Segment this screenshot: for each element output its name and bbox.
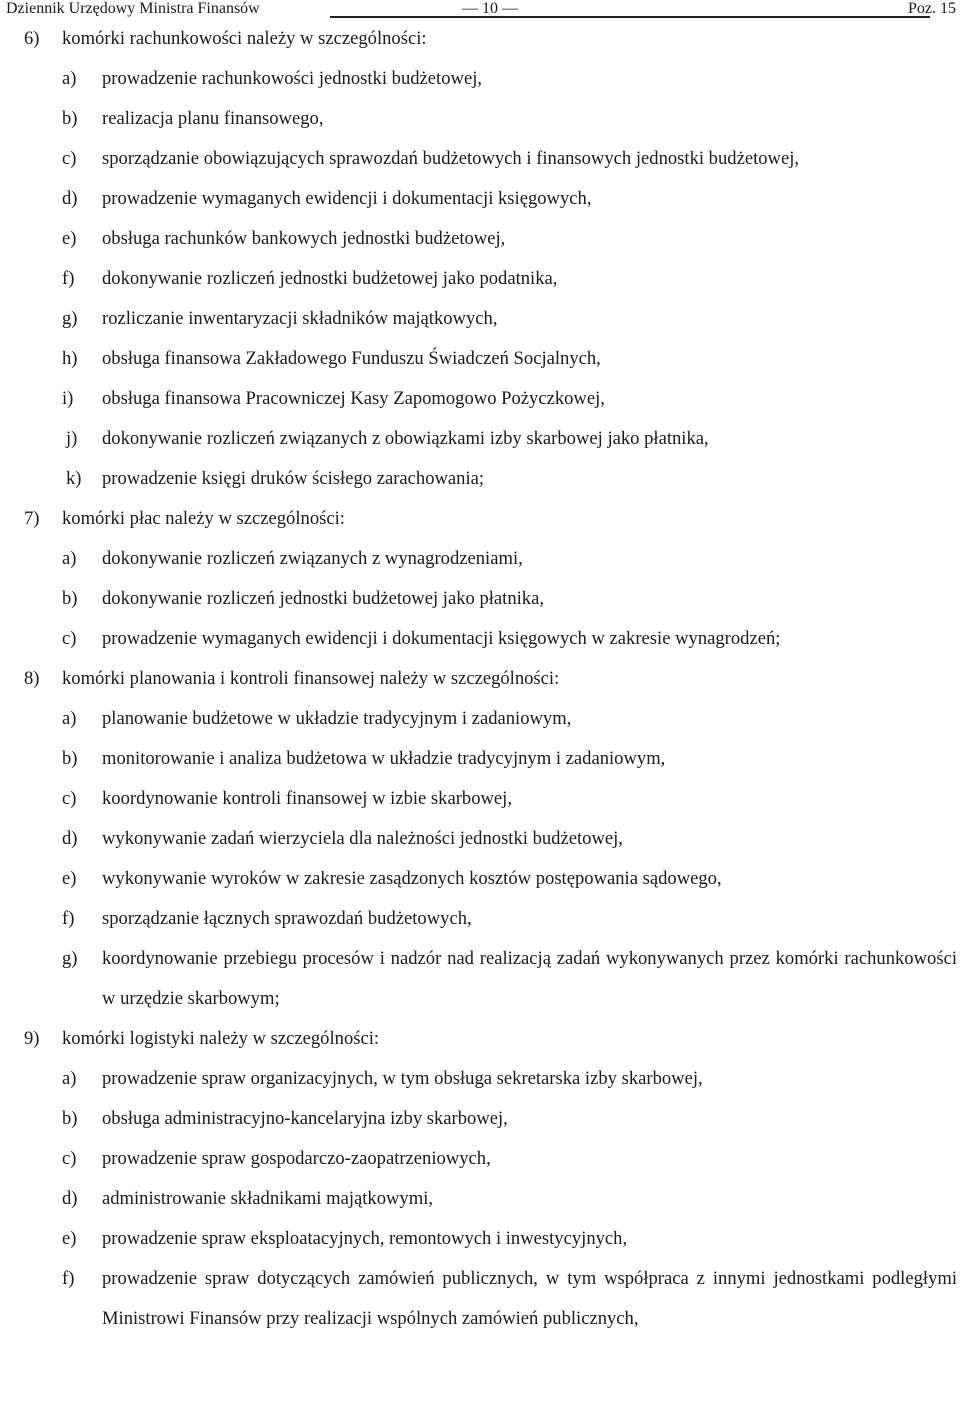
- item-letter: h): [62, 348, 78, 369]
- item-letter: c): [62, 148, 77, 169]
- position-number: Poz. 15: [908, 0, 956, 17]
- section-title: komórki planowania i kontroli finansowej należy w szczególności:: [62, 668, 560, 689]
- section-number: 6): [24, 28, 40, 49]
- item-text: obsługa finansowa Pracowniczej Kasy Zapomogowo Pożyczkowej,: [102, 388, 605, 409]
- list-item: [0, 539, 960, 579]
- item-letter: b): [62, 588, 78, 609]
- item-text: obsługa rachunków bankowych jednostki budżetowej,: [102, 228, 506, 249]
- list-item: [0, 1099, 960, 1139]
- list-item: [0, 859, 960, 899]
- list-item: [0, 259, 960, 299]
- item-letter: d): [62, 1188, 78, 1209]
- section-7: [0, 499, 960, 659]
- item-letter: a): [62, 708, 77, 729]
- list-item: [0, 59, 960, 99]
- item-letter: f): [62, 908, 75, 929]
- section-number: 9): [24, 1028, 40, 1049]
- section-number: 7): [24, 508, 40, 529]
- item-text: prowadzenie spraw organizacyjnych, w tym obsługa sekretarska izby skarbowej,: [102, 1068, 703, 1089]
- list-item: [0, 579, 960, 619]
- item-letter: i): [62, 388, 74, 409]
- item-text: wykonywanie wyroków w zakresie zasądzonych kosztów postępowania sądowego,: [102, 868, 722, 889]
- list-item: [0, 1219, 960, 1259]
- list-item: [0, 139, 960, 179]
- item-letter: c): [62, 1148, 77, 1169]
- section-title: komórki logistyki należy w szczególności:: [62, 1028, 380, 1049]
- item-text: sporządzanie obowiązujących sprawozdań budżetowych i finansowych jednostki budżetowej,: [102, 148, 800, 169]
- item-text: prowadzenie wymaganych ewidencji i dokumentacji księgowych,: [102, 188, 592, 209]
- item-letter: c): [62, 788, 77, 809]
- list-item: [0, 1139, 960, 1179]
- item-letter: d): [62, 188, 78, 209]
- item-text: dokonywanie rozliczeń związanych z wynagrodzeniami,: [102, 548, 523, 569]
- list-item: [0, 739, 960, 779]
- list-item: [0, 419, 960, 459]
- item-text: rozliczanie inwentaryzacji składników majątkowych,: [102, 308, 498, 329]
- section-6: [0, 19, 960, 499]
- item-letter: e): [62, 868, 77, 889]
- item-text: prowadzenie księgi druków ścisłego zarachowania;: [102, 468, 485, 489]
- item-letter: c): [62, 628, 77, 649]
- item-letter: a): [62, 548, 77, 569]
- item-text: administrowanie składnikami majątkowymi,: [102, 1188, 434, 1209]
- item-letter: g): [62, 308, 78, 329]
- item-text: sporządzanie łącznych sprawozdań budżetowych,: [102, 908, 472, 929]
- list-item: [0, 1179, 960, 1219]
- list-item: [0, 939, 960, 1019]
- item-letter: b): [62, 1108, 78, 1129]
- item-text: dokonywanie rozliczeń związanych z obowiązkami izby skarbowej jako płatnika,: [102, 428, 709, 449]
- list-item: [0, 899, 960, 939]
- section-heading: [0, 19, 960, 59]
- header-rule: [330, 16, 930, 18]
- item-text: dokonywanie rozliczeń jednostki budżetowej jako płatnika,: [102, 588, 544, 609]
- item-text: planowanie budżetowe w układzie tradycyjnym i zadaniowym,: [102, 708, 572, 729]
- section-number: 8): [24, 668, 40, 689]
- section-title: komórki płac należy w szczególności:: [62, 508, 345, 529]
- item-letter: d): [62, 828, 78, 849]
- item-letter: f): [62, 268, 75, 289]
- list-item: [0, 299, 960, 339]
- document-body: [0, 19, 960, 1339]
- item-text: prowadzenie rachunkowości jednostki budżetowej,: [102, 68, 483, 89]
- item-text: monitorowanie i analiza budżetowa w układzie tradycyjnym i zadaniowym,: [102, 748, 666, 769]
- item-letter: f): [62, 1268, 75, 1289]
- item-text: obsługa finansowa Zakładowego Funduszu Świadczeń Socjalnych,: [102, 348, 601, 369]
- section-9: [0, 1019, 960, 1339]
- item-text: wykonywanie zadań wierzyciela dla należności jednostki budżetowej,: [102, 828, 623, 849]
- list-item: [0, 1059, 960, 1099]
- item-letter: k): [66, 468, 82, 489]
- section-title: komórki rachunkowości należy w szczególności:: [62, 28, 427, 49]
- list-item: [0, 619, 960, 659]
- item-letter: b): [62, 748, 78, 769]
- list-item: [0, 379, 960, 419]
- item-text: prowadzenie spraw eksploatacyjnych, remontowych i inwestycyjnych,: [102, 1228, 628, 1249]
- item-text: koordynowanie przebiegu procesów i nadzór nad realizacją zadań wykonywanych przez komórki rachunkowości w urzędzie skarbowym;: [102, 948, 957, 1009]
- item-letter: a): [62, 68, 77, 89]
- section-8: [0, 659, 960, 1019]
- list-item: [0, 219, 960, 259]
- item-letter: j): [66, 428, 78, 449]
- item-text: obsługa administracyjno-kancelaryjna izby skarbowej,: [102, 1108, 508, 1129]
- section-heading: [0, 499, 960, 539]
- item-text: prowadzenie spraw dotyczących zamówień publicznych, w tym współpraca z innymi jednostkami podległymi Ministrowi Finansów przy realizacji wspólnych zamówień publicznych,: [102, 1268, 957, 1329]
- page-number: — 10 —: [462, 0, 518, 17]
- item-letter: b): [62, 108, 78, 129]
- item-text: dokonywanie rozliczeń jednostki budżetowej jako podatnika,: [102, 268, 558, 289]
- list-item: [0, 779, 960, 819]
- journal-title: Dziennik Urzędowy Ministra Finansów: [6, 0, 260, 17]
- page-header: [0, 0, 960, 20]
- item-text: koordynowanie kontroli finansowej w izbie skarbowej,: [102, 788, 512, 809]
- item-letter: e): [62, 228, 77, 249]
- item-text: prowadzenie spraw gospodarczo-zaopatrzeniowych,: [102, 1148, 491, 1169]
- list-item: [0, 819, 960, 859]
- list-item: [0, 1259, 960, 1339]
- item-letter: a): [62, 1068, 77, 1089]
- section-heading: [0, 1019, 960, 1059]
- section-heading: [0, 659, 960, 699]
- list-item: [0, 339, 960, 379]
- list-item: [0, 99, 960, 139]
- item-letter: g): [62, 948, 78, 969]
- list-item: [0, 459, 960, 499]
- list-item: [0, 179, 960, 219]
- item-letter: e): [62, 1228, 77, 1249]
- item-text: realizacja planu finansowego,: [102, 108, 324, 129]
- list-item: [0, 699, 960, 739]
- item-text: prowadzenie wymaganych ewidencji i dokumentacji księgowych w zakresie wynagrodzeń;: [102, 628, 781, 649]
